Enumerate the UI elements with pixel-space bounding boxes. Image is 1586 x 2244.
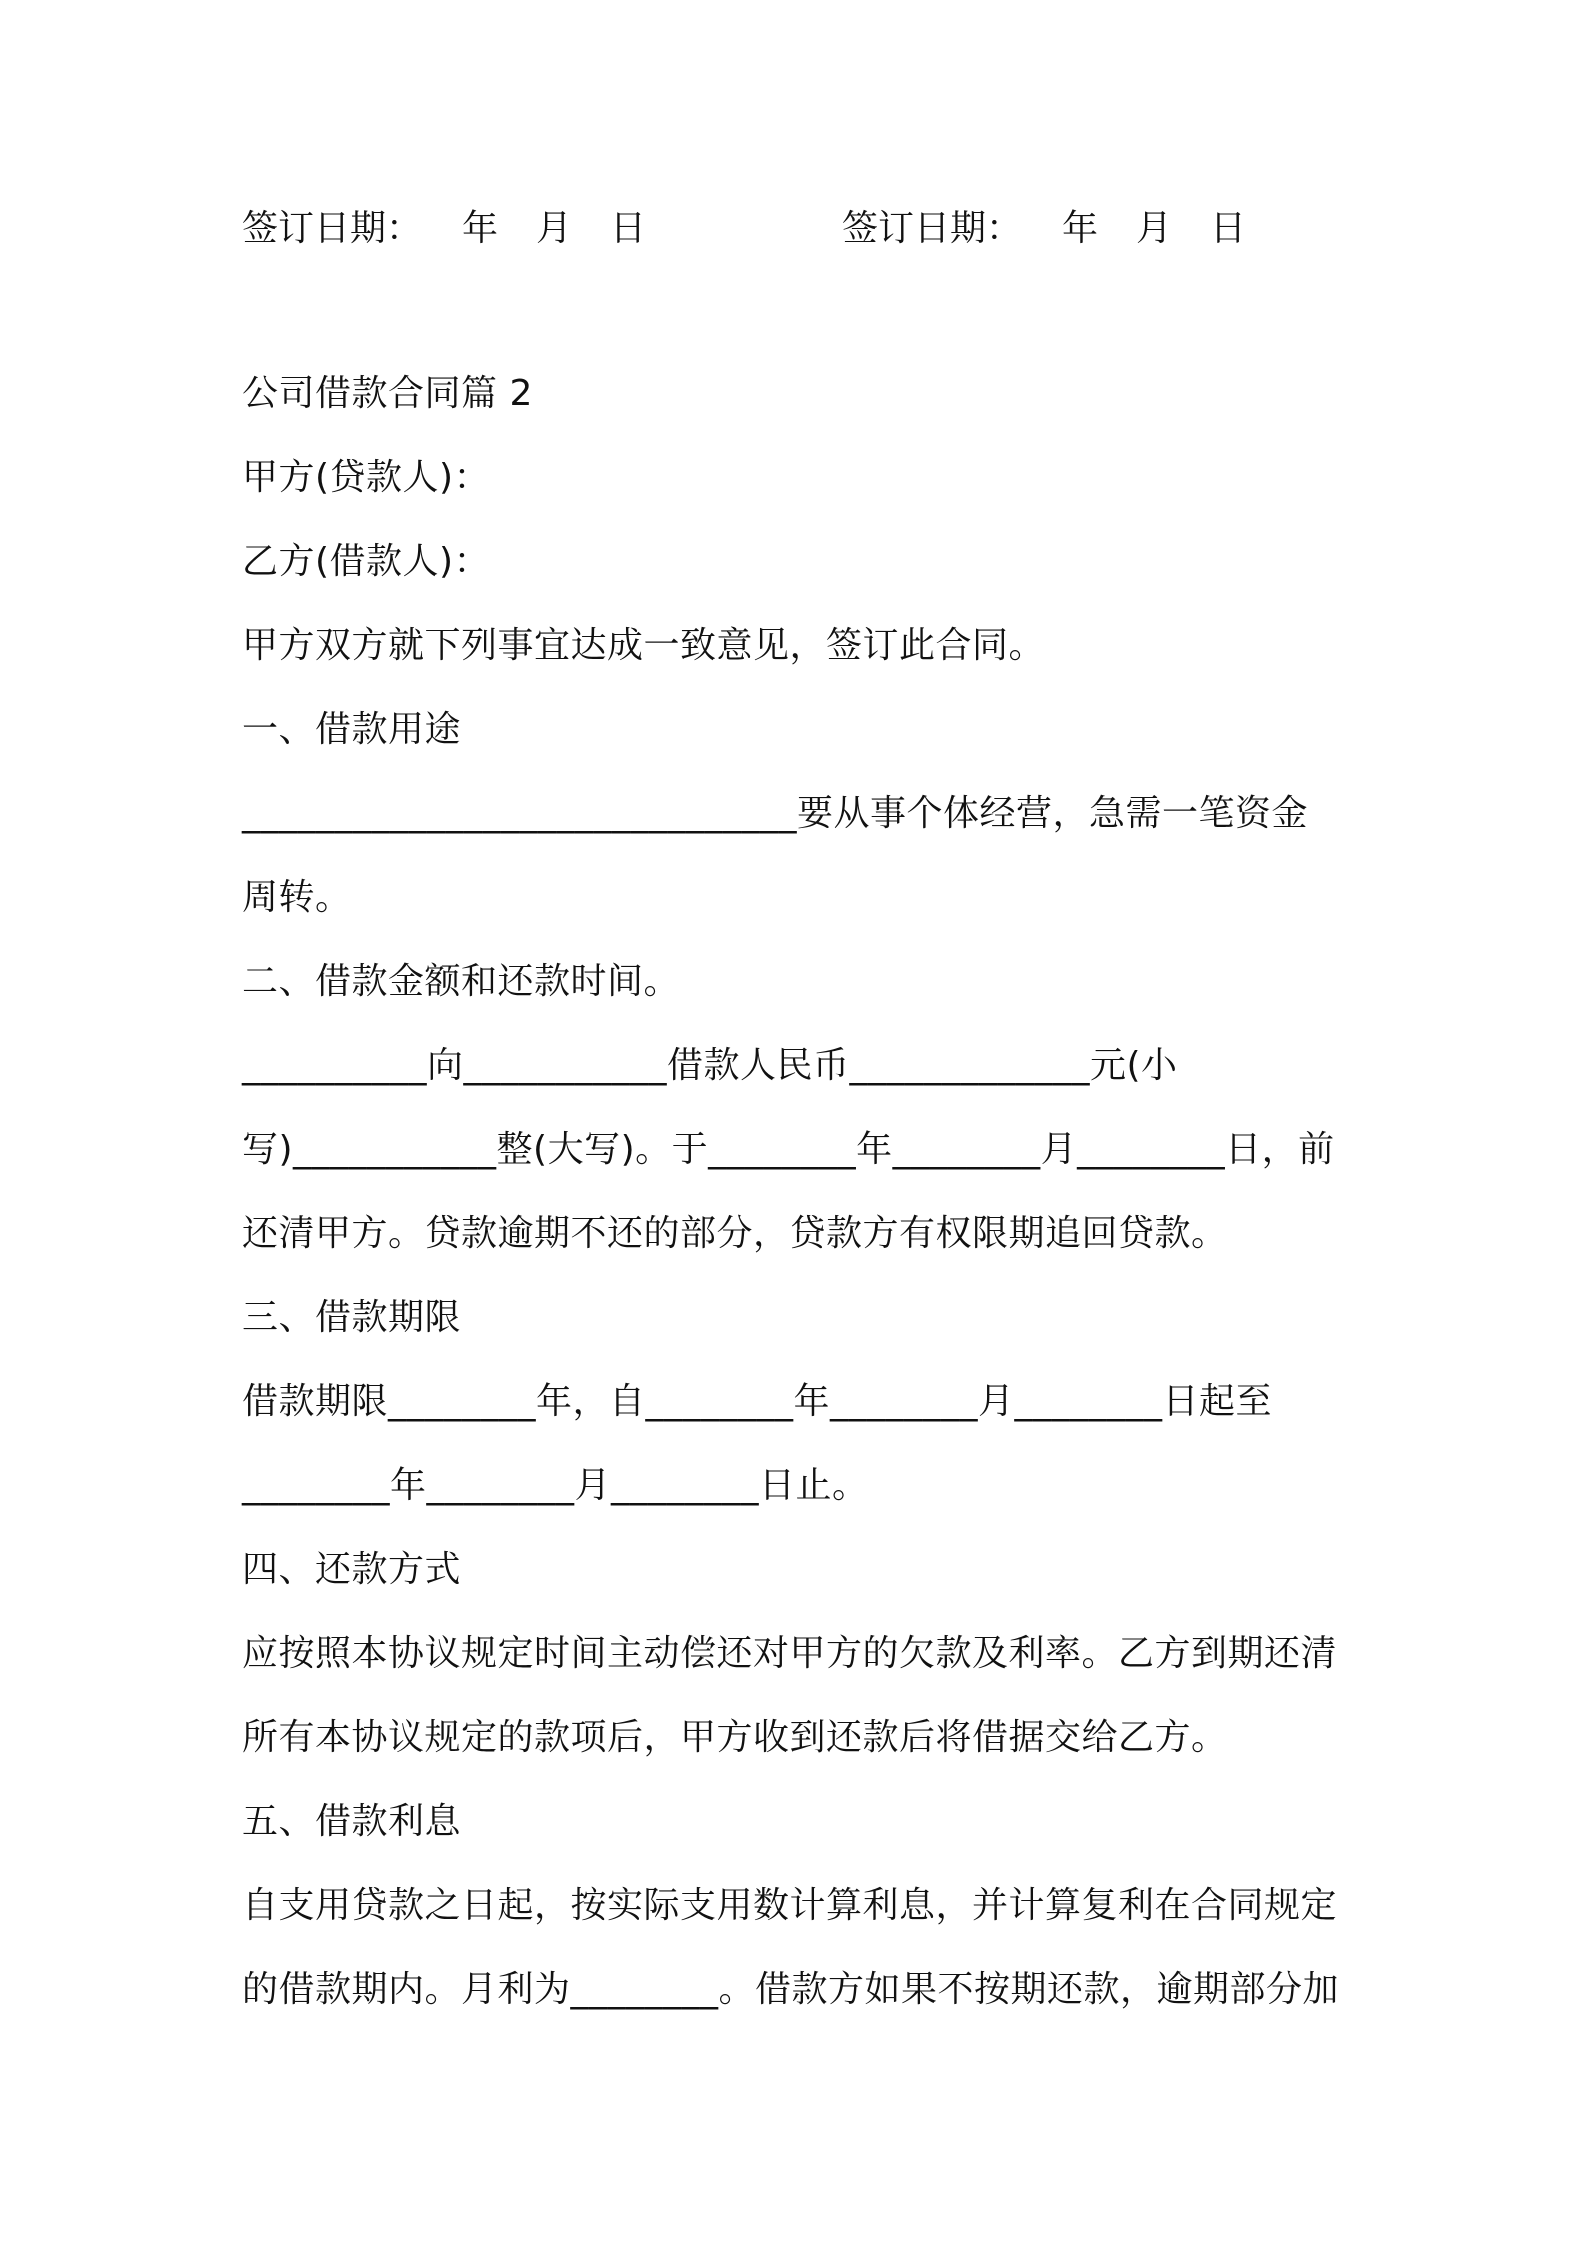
clause-text: ______________________________要从事个体经营，急需一笔资金 [242, 793, 1309, 834]
clause-text: __________向___________借款人民币_____________元(小 [242, 1045, 1178, 1086]
signature-date-left [242, 205, 684, 253]
party-a-line: 甲方(贷款人)： [242, 457, 491, 498]
clause-heading: 五、借款利息 [242, 1801, 462, 1842]
clause-heading: 三、借款期限 [242, 1297, 462, 1338]
clause-text: 还清甲方。贷款逾期不还的部分，贷款方有权限期追回贷款。 [242, 1213, 1228, 1254]
clause-text: 应按照本协议规定时间主动偿还对甲方的欠款及利率。乙方到期还清 [242, 1633, 1338, 1674]
preamble-line: 甲方双方就下列事宜达成一致意见，签订此合同。 [242, 625, 1046, 666]
clause-text: 周转。 [242, 877, 352, 918]
clause-text: 写)___________整(大写)。于________年________月________日，前 [242, 1129, 1335, 1170]
signature-date-right [842, 205, 1284, 253]
clause-text: 所有本协议规定的款项后，甲方收到还款后将借据交给乙方。 [242, 1717, 1228, 1758]
day-unit: 日 [1210, 208, 1247, 249]
clause-heading: 四、还款方式 [242, 1549, 462, 1590]
clause-text: ________年________月________日止。 [242, 1465, 869, 1506]
signature-date-label: 签订日期： [242, 208, 423, 249]
section-title: 公司借款合同篇 2 [242, 373, 533, 414]
year-unit: 年 [1062, 208, 1099, 249]
year-unit: 年 [462, 208, 499, 249]
clause-heading: 二、借款金额和还款时间。 [242, 961, 681, 1002]
party-b-line: 乙方(借款人)： [242, 541, 491, 582]
clause-heading: 一、借款用途 [242, 709, 462, 750]
month-unit: 月 [536, 208, 573, 249]
clause-text: 自支用贷款之日起，按实际支用数计算利息，并计算复利在合同规定 [242, 1885, 1338, 1926]
clause-text: 的借款期内。月利为________。借款方如果不按期还款，逾期部分加 [242, 1969, 1340, 2010]
signature-date-label: 签订日期： [842, 208, 1023, 249]
clause-text: 借款期限________年，自________年________月________日起至 [242, 1381, 1273, 1422]
month-unit: 月 [1136, 208, 1173, 249]
day-unit: 日 [610, 208, 647, 249]
